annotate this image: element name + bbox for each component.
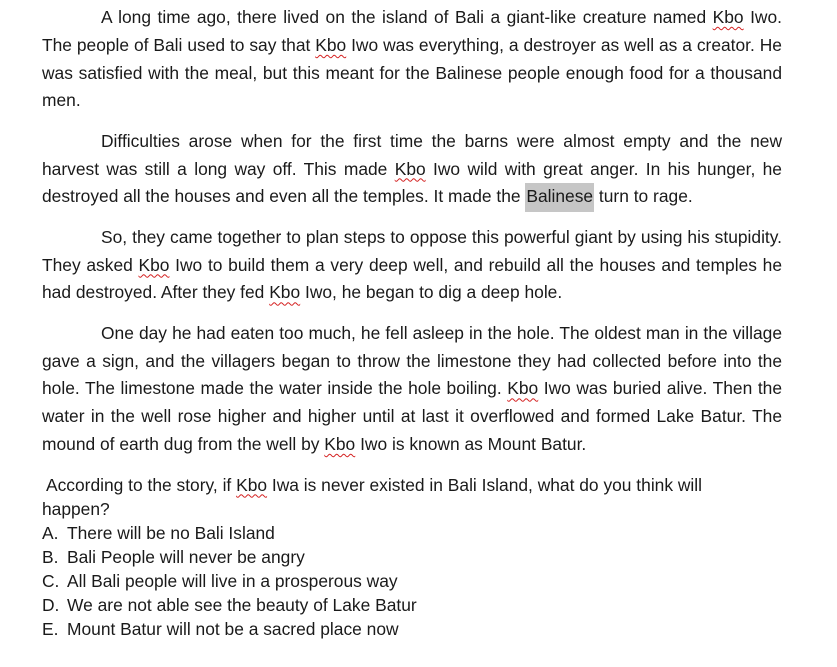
document-page <box>42 4 782 641</box>
selected-word[interactable]: Balinese <box>525 183 594 212</box>
story-paragraph <box>42 4 782 115</box>
story-paragraph <box>42 320 782 459</box>
spelling-error-kbo[interactable]: Kbo <box>269 282 301 303</box>
option-a <box>42 521 782 545</box>
spelling-error-kbo[interactable]: Kbo <box>394 158 426 179</box>
option-text: There will be no Bali Island <box>67 522 275 543</box>
answer-options <box>42 521 782 641</box>
text-run: Iwo was buried alive. Then the water in the well rose higher and higher until at last it overflowed and formed Lake Batur. The mound of earth dug from the well by <box>42 378 782 454</box>
story-paragraph <box>42 128 782 211</box>
spelling-error-kbo[interactable]: Kbo <box>712 7 744 27</box>
option-text: All Bali people will live in a prosperous way <box>67 570 398 591</box>
question-suffix: Iwa is never existed in Bali Island, what do you think will <box>267 474 703 495</box>
text-run: One day he had eaten too much, he fell asleep in the hole. The oldest man in the village gave a sign, and the villagers began to throw the limestone they had collected before into the hole. The limestone made the water inside the hole boiling. <box>42 322 782 399</box>
text-run: Iwo was everything, a destroyer as well as a creator. He was satisfied with the meal, but this meant for the Balinese people enough food for a thousand men. <box>42 34 782 111</box>
text-run: Iwo. The people of Bali used to say that <box>42 7 782 55</box>
question <box>42 473 746 521</box>
option-text: Bali People will never be angry <box>67 546 305 567</box>
spelling-error-kbo[interactable]: Kbo <box>236 474 268 495</box>
spelling-error-kbo[interactable]: Kbo <box>507 378 539 399</box>
option-letter: A. <box>42 522 59 543</box>
question-prefix: According to the story, if <box>46 474 237 495</box>
text-run: turn to rage. <box>594 186 693 207</box>
spelling-error-kbo[interactable]: Kbo <box>324 433 356 454</box>
option-text: We are not able see the beauty of Lake Batur <box>67 594 417 615</box>
story-text <box>42 4 782 459</box>
option-letter: B. <box>42 546 59 567</box>
option-b <box>42 545 782 569</box>
text-run: Iwo is known as Mount Batur. <box>355 433 587 454</box>
option-c <box>42 569 782 593</box>
question-tail: happen? <box>42 498 110 519</box>
text-run: Iwo, he began to dig a deep hole. <box>300 282 563 303</box>
spelling-error-kbo[interactable]: Kbo <box>315 34 347 55</box>
story-paragraph <box>42 224 782 307</box>
spelling-error-kbo[interactable]: Kbo <box>138 254 170 275</box>
option-d <box>42 593 782 617</box>
option-letter: D. <box>42 594 60 615</box>
text-run: Iwo to build them a very deep well, and rebuild all the houses and temples he had destroyed. After they fed <box>42 254 782 303</box>
text-run: Difficulties arose when for the first time the barns were almost empty and the new harvest was still a long way off. This made <box>42 130 782 179</box>
option-e <box>42 617 782 641</box>
text-run: Iwo wild with great anger. In his hunger, he destroyed all the houses and even all the temples. It made the <box>42 158 782 207</box>
text-run: A long time ago, there lived on the island of Bali a giant-like creature named <box>101 7 713 27</box>
option-letter: E. <box>42 618 59 639</box>
option-text: Mount Batur will not be a sacred place now <box>67 618 399 639</box>
option-letter: C. <box>42 570 60 591</box>
text-run: So, they came together to plan steps to oppose this powerful giant by using his stupidity. They asked <box>42 226 782 275</box>
